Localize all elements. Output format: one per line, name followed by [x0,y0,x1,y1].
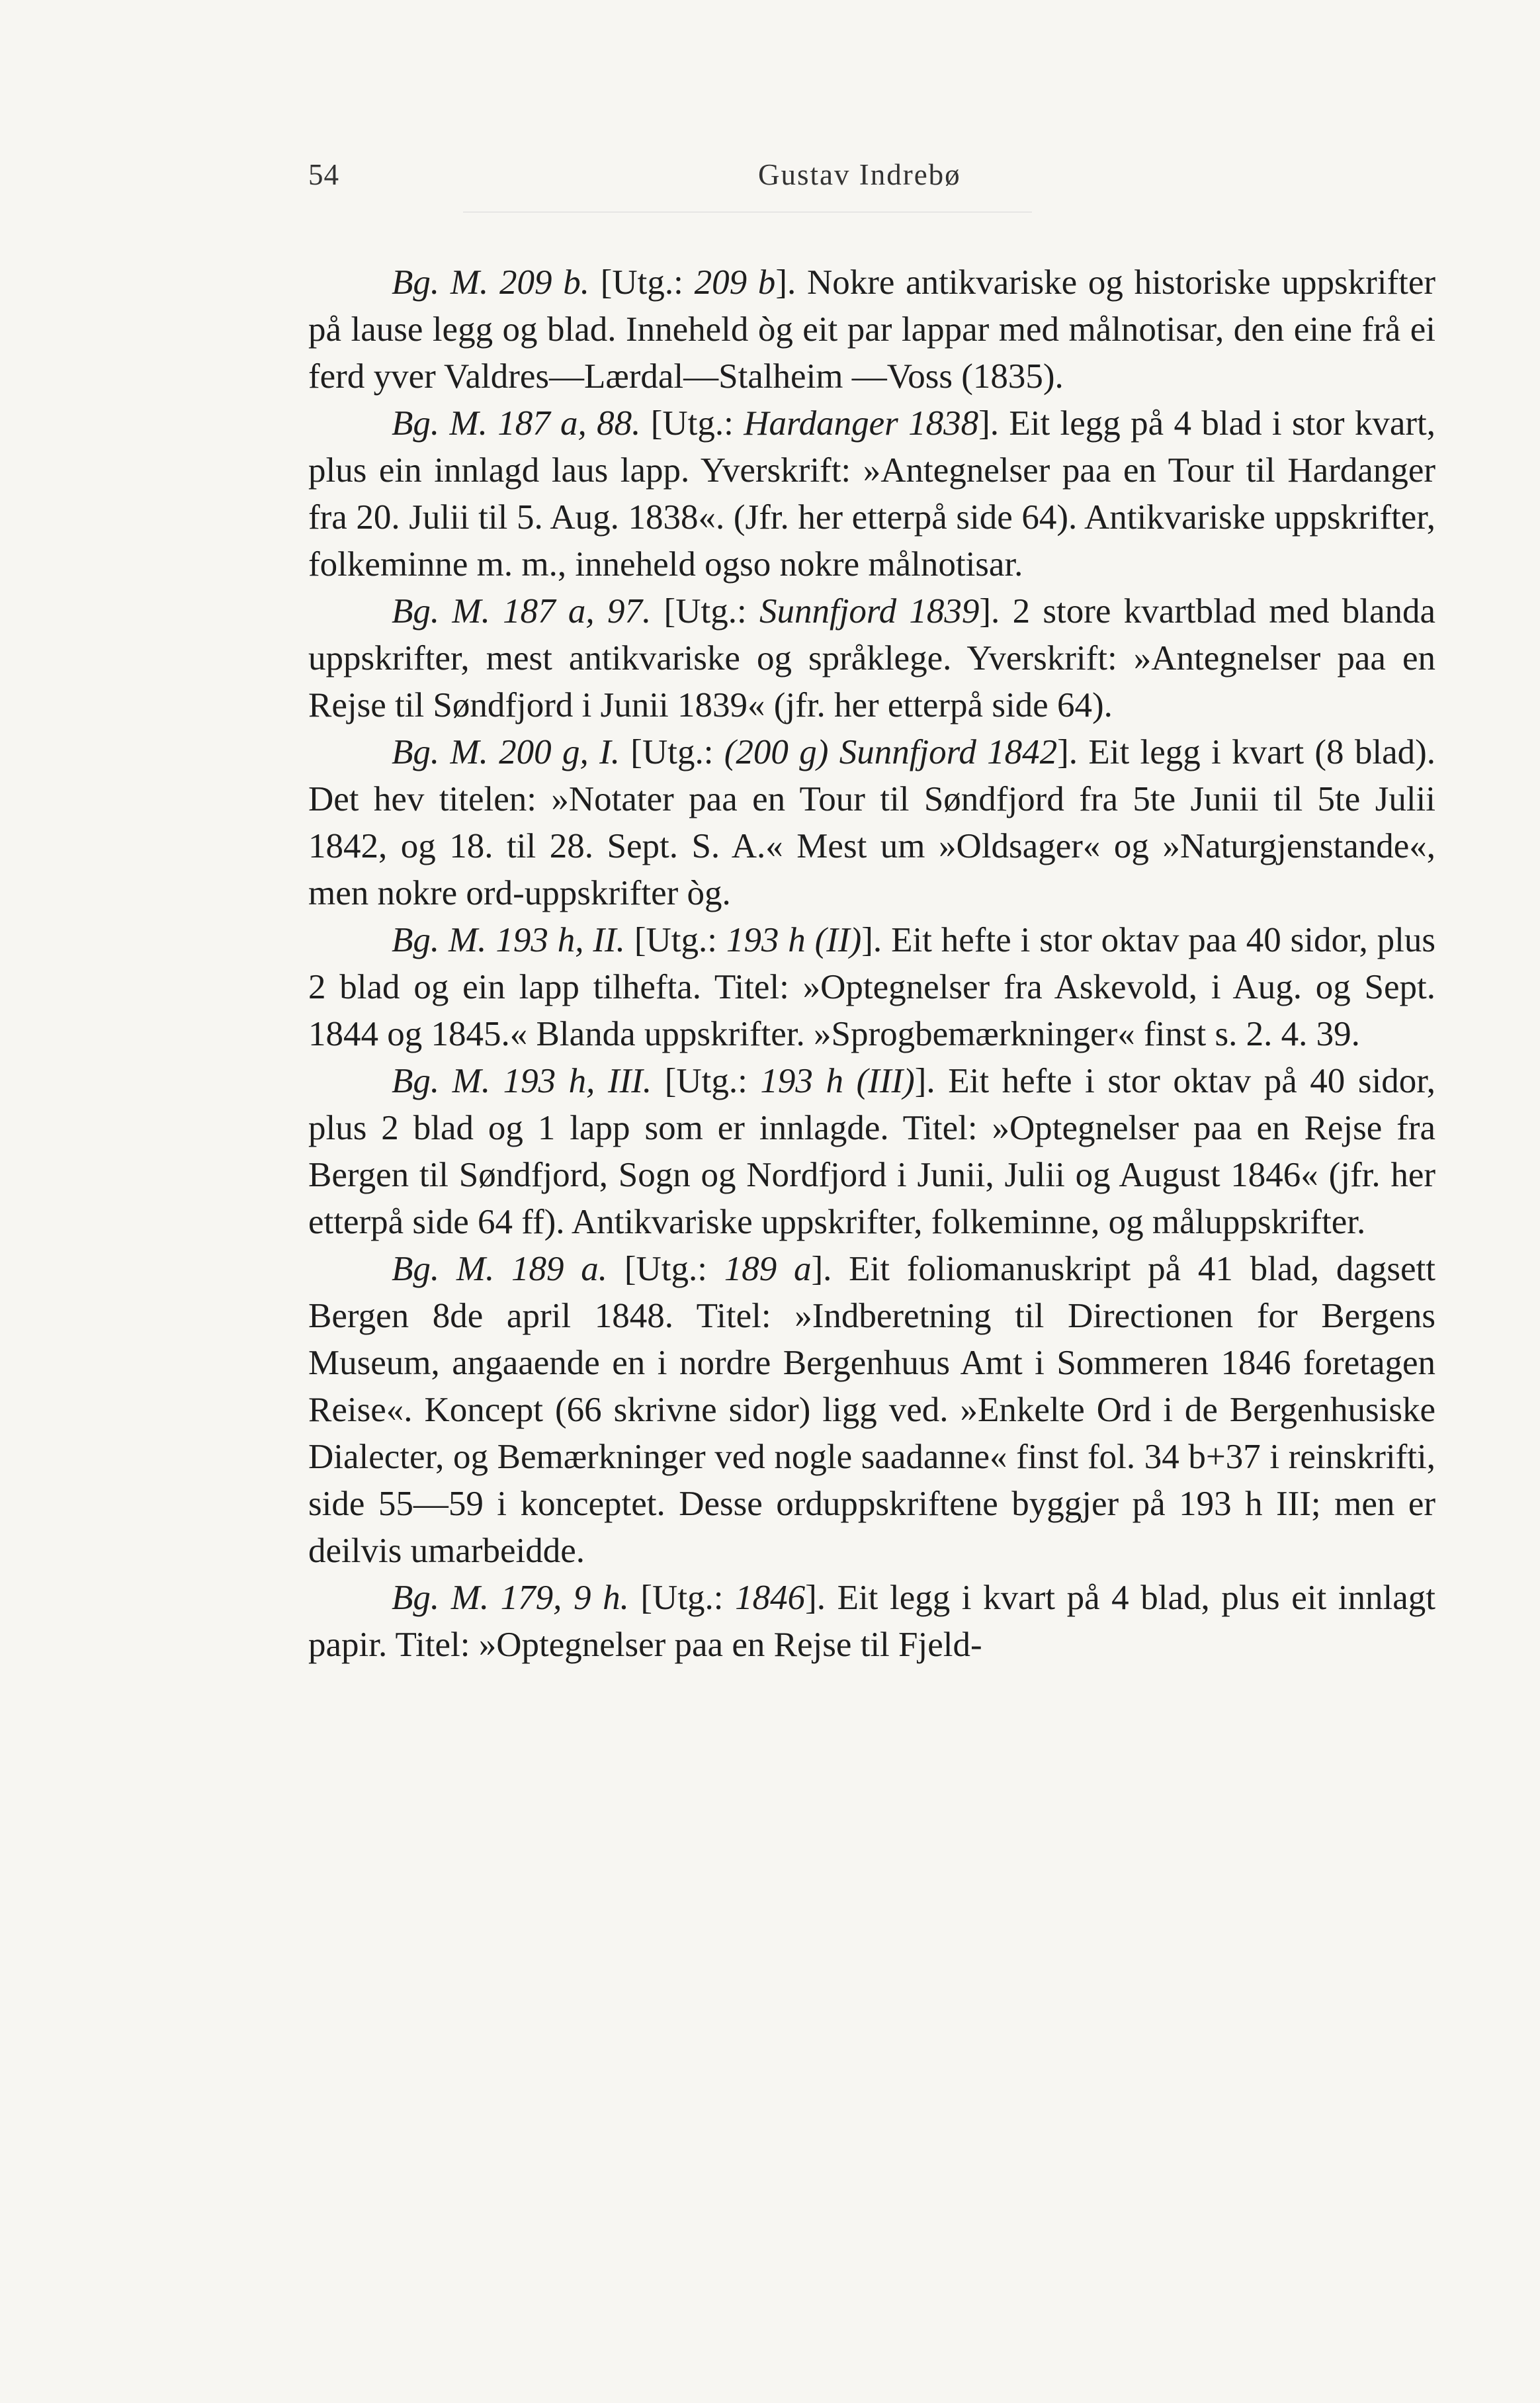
entry-utg-reference: 1846 [735,1579,806,1617]
entry-bg-m-179-9h [308,1575,1435,1669]
entry-bg-m-187a-88 [308,400,1435,588]
entry-utg-prefix: [Utg.: [624,921,726,959]
entry-text: ]. Eit hefte i stor oktav paa 40 sidor, plus 2 blad og ein lapp tilhefta. Titel: »Optegnelser fra Askevold, i Aug. og Sept. 1844 og 1845.« Blanda uppskrifter. »Sprogbemærkninger« finst s. 2. 4. 39. [308,921,1436,1053]
running-header [308,157,1433,197]
entry-utg-reference: 193 h (II) [726,921,862,959]
entry-utg-prefix: [Utg.: [651,592,759,631]
entry-bg-m-187a-97 [308,588,1435,729]
entry-utg-reference: Sunnfjord 1839 [759,592,980,631]
running-head-author: Gustav Indrebø [758,158,961,191]
entry-reference: Bg. M. 209 b. [392,263,589,302]
entry-utg-prefix: [Utg.: [628,1579,736,1617]
entry-utg-prefix: [Utg.: [607,1250,724,1288]
entry-bg-m-200g [308,729,1435,917]
body-text [308,259,1435,1669]
entry-text: ]. Eit hefte i stor oktav på 40 sidor, plus 2 blad og 1 lapp som er innlagde. Titel: »Optegnelser paa en Rejse fra Bergen til Søndfjord, Sogn og Nordfjord i Junii, Julii og August 1846« (jfr. her etterpå side 64 ff). Antikvariske uppskrifter, folkeminne, og måluppskrifter. [308,1062,1435,1241]
entry-utg-reference: 193 h (III) [760,1062,915,1100]
entry-text: ]. Eit legg i kvart på 4 blad, plus eit innlagt papir. Titel: »Optegnelser paa en Rejse til Fjeld- [308,1579,1435,1664]
entry-bg-m-193h-iii [308,1058,1435,1246]
entry-utg-prefix: [Utg.: [619,733,724,771]
entry-utg-reference: 189 a [724,1250,812,1288]
entry-utg-prefix: [Utg.: [652,1062,761,1100]
entry-reference: Bg. M. 193 h, III. [392,1062,652,1100]
entry-utg-reference: 209 b [694,263,776,302]
page-number: 54 [308,158,339,191]
entry-bg-m-209b [308,259,1435,400]
entry-reference: Bg. M. 179, 9 h. [392,1579,629,1617]
entry-utg-prefix: [Utg.: [589,263,695,302]
entry-text: ]. Eit foliomanuskript på 41 blad, dagsett Bergen 8de april 1848. Titel: »Indberetning til Directionen for Bergens Museum, angaaende en i nordre Bergenhuus Amt i Sommeren 1846 foretagen Reise«. Koncept (66 skrivne sidor) ligg ved. »Enkelte Ord i de Bergenhusiske Dialecter, og Bemærkninger ved nogle saadanne« finst fol. 34 b+37 i reinskrifti, side 55—59 i konceptet. Desse orduppskriftene byggjer på 193 h III; men er deilvis umarbeidde. [308,1250,1435,1570]
entry-text: ]. 2 store kvartblad med blanda uppskrifter, mest antikvariske og språklege. Yverskrift: »Antegnelser paa en Rejse til Søndfjord i Junii 1839« (jfr. her etterpå side 64). [308,592,1436,724]
entry-bg-m-189a [308,1246,1435,1575]
entry-utg-prefix: [Utg.: [640,404,744,443]
entry-reference: Bg. M. 187 a, 88. [392,404,641,443]
entry-bg-m-193h-ii [308,917,1435,1058]
entry-reference: Bg. M. 187 a, 97. [392,592,652,631]
entry-reference: Bg. M. 200 g, I. [392,733,620,771]
entry-utg-reference: Hardanger 1838 [744,404,979,443]
entry-reference: Bg. M. 189 a. [392,1250,608,1288]
entry-text: ]. Eit legg på 4 blad i stor kvart, plus ein innlagd laus lapp. Yverskrift: »Antegnelser paa en Tour til Hardanger fra 20. Julii til 5. Aug. 1838«. (Jfr. her etterpå side 64). Antikvariske uppskrifter, folkeminne m. m., inneheld ogso nokre målnotisar. [308,404,1435,584]
entry-utg-reference: (200 g) Sunnfjord 1842 [724,733,1058,771]
entry-reference: Bg. M. 193 h, II. [392,921,625,959]
entry-text: ]. Eit legg i kvart (8 blad). Det hev titelen: »Notater paa en Tour til Søndfjord fra 5te Junii til 5te Julii 1842, og 18. til 28. Sept. S. A.« Mest um »Oldsager« og »Naturgjenstande«, men nokre ord-uppskrifter òg. [308,733,1435,912]
entry-text: ]. Nokre antikvariske og historiske uppskrifter på lause legg og blad. Inneheld òg eit par lappar med målnotisar, den eine frå ei ferd yver Valdres—Lærdal—Stalheim —Voss (1835). [308,263,1435,396]
